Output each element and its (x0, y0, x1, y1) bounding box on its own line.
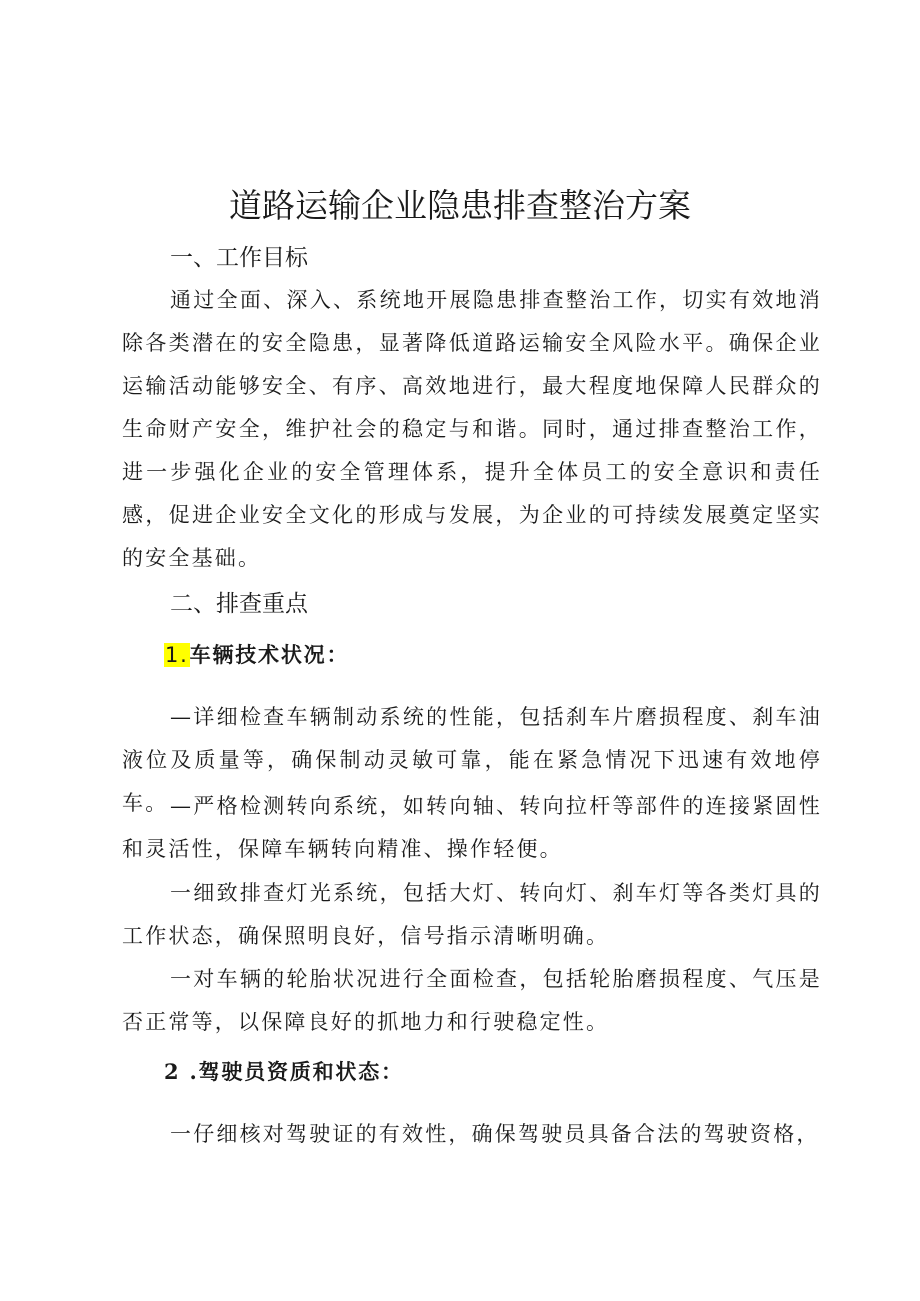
goals-paragraph: 通过全面、深入、系统地开展隐患排查整治工作，切实有效地消除各类潜在的安全隐患，显著降低道路运输安全风险水平。确保企业运输活动能够安全、有序、高效地进行，最大程度地保障人民群众的生命财产安全，维护社会的稳定与和谐。同时，通过排查整治工作，进一步强化企业的安全管理体系，提升全体员工的安全意识和责任感，促进企业安全文化的形成与发展，为企业的可持续发展奠定坚实的安全基础。 (122, 288, 822, 570)
list-item-lighting-check: 一细致排查灯光系统，包括大灯、转向灯、刹车灯等各类灯具的工作状态，确保照明良好，信号指示清晰明确。 (122, 881, 822, 948)
subheading-driver-qualification: 2 .驾驶员资质和状态： (164, 1059, 404, 1084)
list-item-steering-check: —严格检测转向系统，如转向轴、转向拉杆等部件的连接紧固性和灵活性，保障车辆转向精准、操作轻便。 (122, 794, 822, 861)
subheading-vehicle-condition (164, 640, 349, 670)
list-item-license-check: 一仔细核对驾驶证的有效性，确保驾驶员具备合法的驾驶资格， (170, 1122, 820, 1146)
document-title: 道路运输企业隐患排查整治方案 (229, 186, 691, 225)
subheading-label: 车辆技术状况： (189, 642, 350, 667)
highlighted-item-number: 1. (165, 643, 189, 667)
list-item-brake-check: —详细检查车辆制动系统的性能，包括刹车片磨损程度、刹车油液位及质量等，确保制动灵敏可靠，能在紧急情况下迅速有效地停车。 (122, 705, 822, 815)
list-item-tire-check: 一对车辆的轮胎状况进行全面检查，包括轮胎磨损程度、气压是否正常等，以保障良好的抓地力和行驶稳定性。 (122, 967, 822, 1034)
section-heading-goals: 一、工作目标 (170, 245, 308, 271)
section-heading-focus: 二、排查重点 (170, 591, 308, 617)
